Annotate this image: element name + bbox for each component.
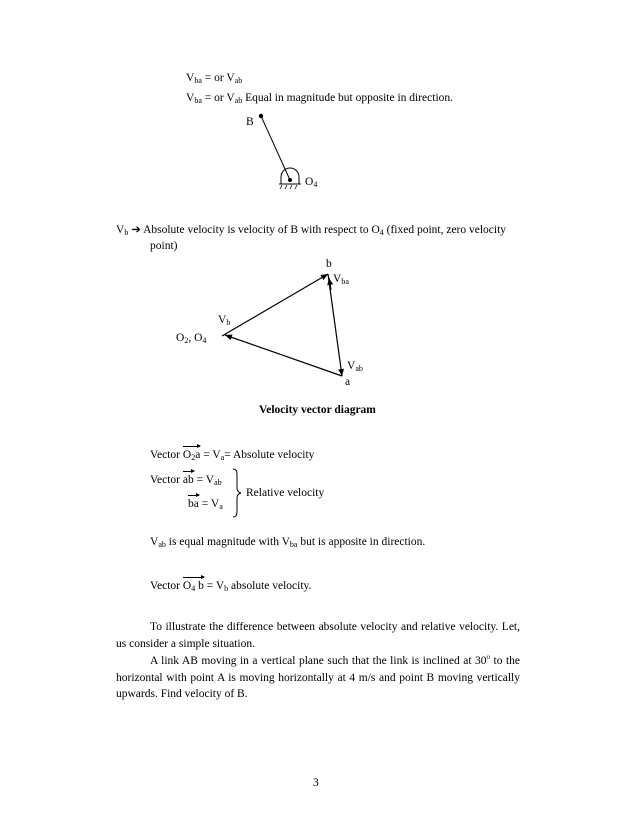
page-number: 3: [313, 777, 319, 789]
relative-velocity-brace: [233, 469, 241, 517]
vab-sentence: $V_{ab}$ is equal magnitude with $V_{ba}$ but is apposite in direction.: [150, 536, 426, 549]
vb-definition-line1: $V_b$ ➔ Absolute velocity is velocity of B with respect to $O_4$ (fixed point, zero velocity: [116, 224, 507, 237]
vector-o4b-line: Vector $O_4$ $b = V_b$ absolute velocity.: [150, 580, 312, 593]
vector-o2a-line: Vector $O_2a = V_a=$ Absolute velocity: [150, 449, 315, 462]
ground-hatch: [280, 185, 297, 189]
label-o2-o4: $O_2$, $O_4$: [176, 332, 207, 345]
vba-opposite-line: $V_{ba}$ = or $V_{ab}$ Equal in magnitude but opposite in direction.: [186, 92, 454, 105]
pivot-point: [288, 178, 292, 182]
vector-ab-line: Vector ab = $V_{ab}$: [150, 474, 222, 487]
relative-velocity-label: Relative velocity: [246, 487, 325, 499]
vector-vb-line: [222, 274, 328, 336]
label-a: a: [345, 376, 351, 388]
vb-definition-line2: point): [150, 240, 178, 252]
vector-ba-line: ba = $V_a$: [188, 498, 223, 511]
link-bo4: [261, 116, 290, 180]
vector-oa-line: [225, 335, 342, 376]
intro-paragraph: To illustrate the difference between absolute velocity and relative velocity. Let, us consider a simple situation.: [116, 621, 520, 650]
label-b-lower: b: [326, 258, 332, 270]
vba-equation-line: $V_{ba}$ = or $V_{ab}$: [186, 72, 243, 85]
vector-vab-line: [328, 274, 342, 376]
label-vba: $V_{ba}$: [333, 273, 349, 286]
label-b: B: [246, 116, 254, 128]
label-vab: $V_{ab}$: [347, 360, 363, 373]
label-vb: $V_b$: [218, 314, 231, 327]
diagram-caption: Velocity vector diagram: [259, 404, 376, 416]
problem-paragraph: A link AB moving in a vertical plane such that the link is inclined at 30$^o$ to the horizontal with point A is moving horizontally at 4 m/s and point B moving vertically upwards. Find velocity of B.: [116, 653, 520, 701]
label-o4: $O_4$: [305, 176, 318, 189]
point-b: [259, 114, 263, 118]
